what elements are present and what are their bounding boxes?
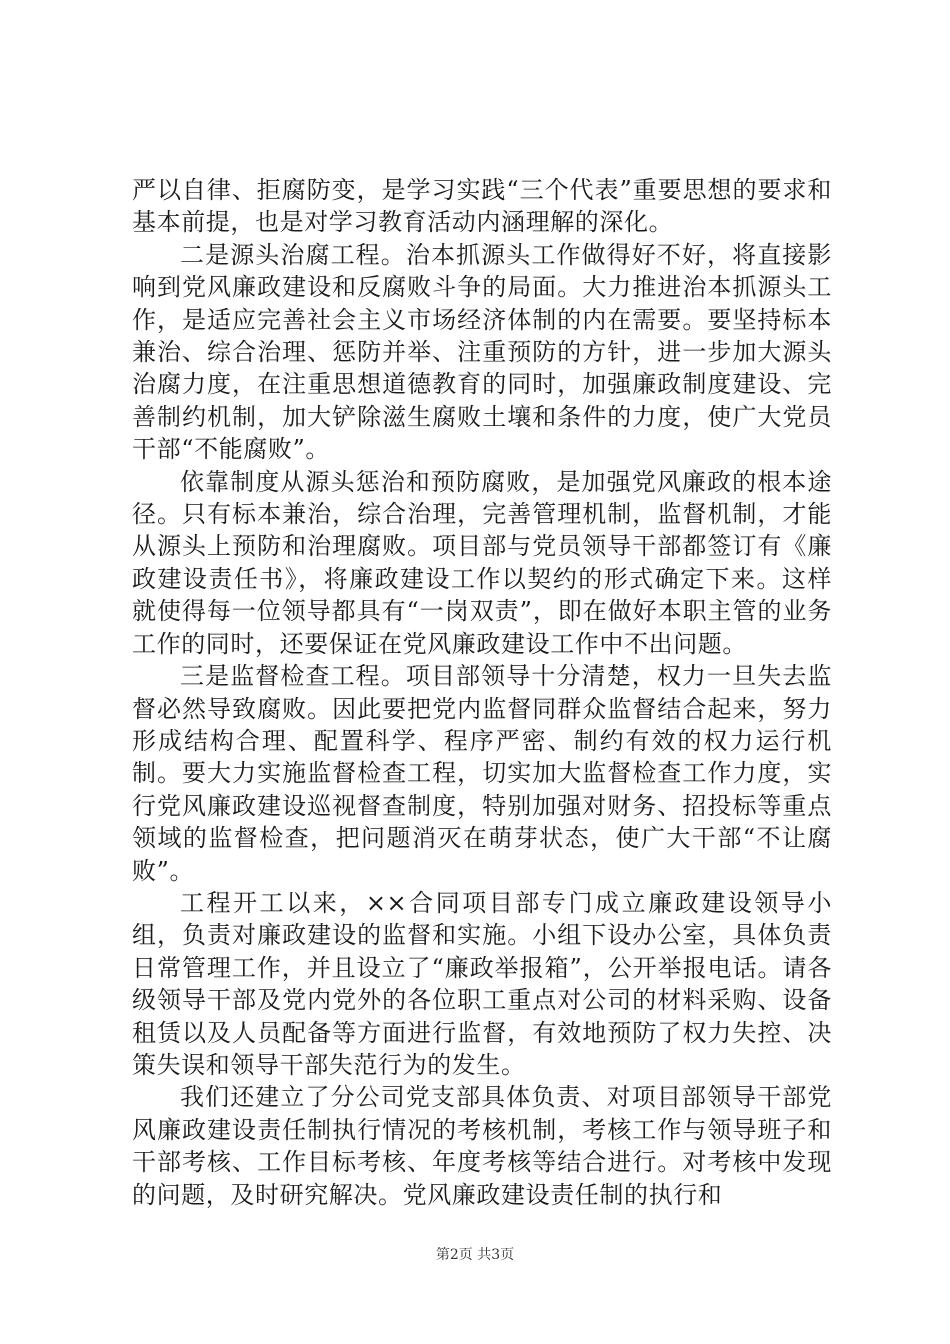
paragraph-1: 严以自律、拒腐防变，是学习实践“三个代表”重要思想的要求和基本前提，也是对学习教育活动内涵理解的深化。 (132, 176, 832, 237)
paragraph-2: 二是源头治腐工程。治本抓源头工作做得好不好，将直接影响到党风廉政建设和反腐败斗争的局面。大力推进治本抓源头工作，是适应完善社会主义市场经济体制的内在需要。要坚持标本兼治、综合治理、惩防并举、注重预防的方针，进一步加大源头治腐力度，在注重思想道德教育的同时，加强廉政制度建设、完善制约机制，加大铲除滋生腐败土壤和条件的力度，使广大党员干部“不能腐败”。 (132, 240, 832, 464)
paragraph-4: 三是监督检查工程。项目部领导十分清楚，权力一旦失去监督必然导致腐败。因此要把党内监督同群众监督结合起来，努力形成结构合理、配置科学、程序严密、制约有效的权力运行机制。要大力实施监督检查工程，切实加大监督检查工作力度，实行党风廉政建设巡视督查制度，特别加强对财务、招投标等重点领域的监督检查，把问题消灭在萌芽状态，使广大干部“不让腐败”。 (132, 662, 832, 885)
paragraph-5: 工程开工以来，××合同项目部专门成立廉政建设领导小组，负责对廉政建设的监督和实施。小组下设办公室，具体负责日常管理工作，并且设立了“廉政举报箱”，公开举报电话。请各级领导干部及党内党外的各位职工重点对公司的材料采购、设备租赁以及人员配备等方面进行监督，有效地预防了权力失控、决策失误和领导干部失范行为的发生。 (132, 888, 832, 1079)
paragraph-6: 我们还建立了分公司党支部具体负责、对项目部领导干部党风廉政建设责任制执行情况的考核机制，考核工作与领导班子和干部考核、工作目标考核、年度考核等结合进行。对考核中发现的问题，及时研究解决。党风廉政建设责任制的执行和 (132, 1083, 832, 1209)
paragraph-3: 依靠制度从源头惩治和预防腐败，是加强党风廉政的根本途径。只有标本兼治，综合治理，完善管理机制，监督机制，才能从源头上预防和治理腐败。项目部与党员领导干部都签订有《廉政建设责任书》，将廉政建设工作以契约的形式确定下来。这样就使得每一位领导都具有“一岗双责”，即在做好本职主管的业务工作的同时，还要保证在党风廉政建设工作中不出问题。 (132, 467, 832, 658)
page-number-footer: 第2页 共3页 (435, 1247, 515, 1263)
document-body (132, 174, 832, 1211)
